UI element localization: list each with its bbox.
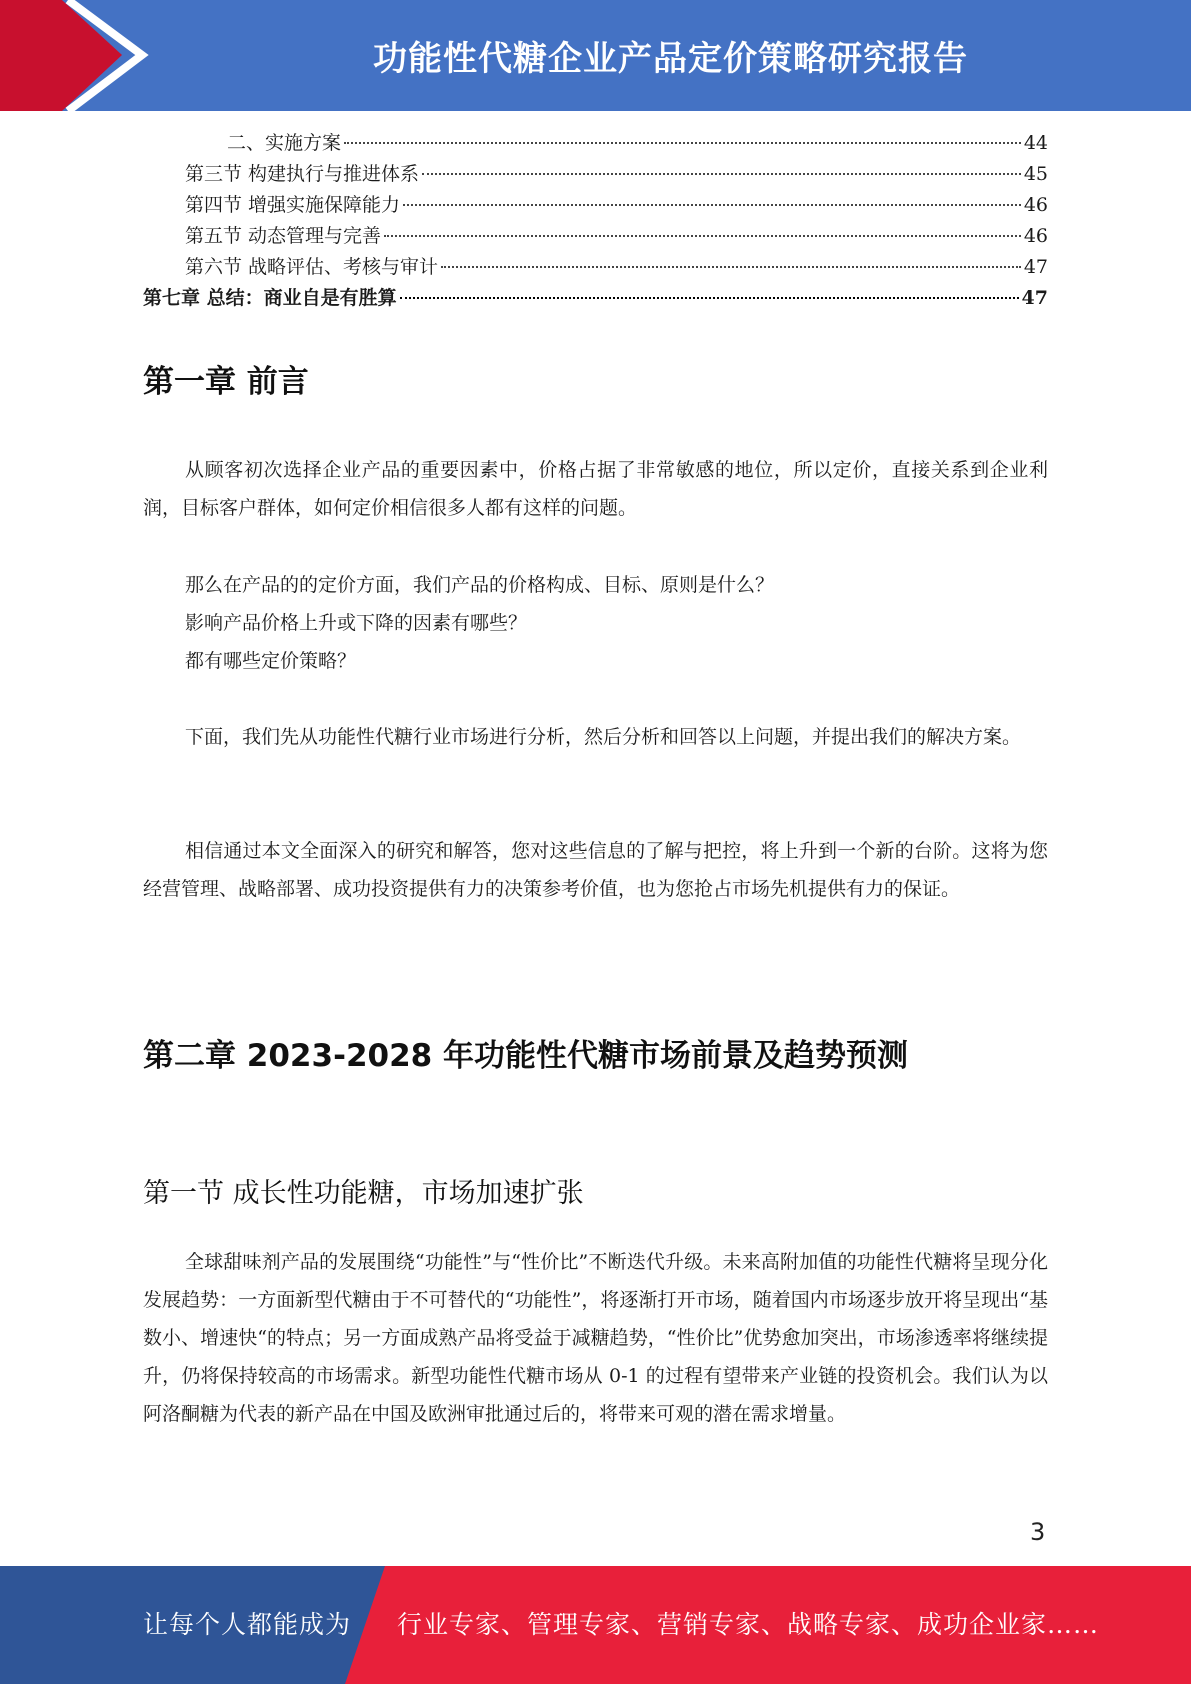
section-1-heading: 第一节 成长性功能糖，市场加速扩张	[143, 1178, 584, 1209]
toc-entry-page: 47	[1023, 256, 1048, 278]
footer-banner	[0, 1566, 1191, 1684]
chapter-1-paragraph-3: 相信通过本文全面深入的研究和解答，您对这些信息的了解与把控，将上升到一个新的台阶。这将为您经营管理、战略部署、成功投资提供有力的决策参考价值，也为您抢占市场先机提供有力的保证。	[143, 840, 1048, 900]
red-arrow-shape	[0, 0, 122, 111]
toc-leader-dots	[344, 142, 1021, 144]
footer-slogan-left: 让每个人都能成为	[143, 1610, 352, 1639]
footer-slogan-right: 行业专家、管理专家、营销专家、战略专家、成功企业家……	[397, 1610, 1100, 1639]
toc-entry-page: 47	[1021, 287, 1048, 309]
table-of-contents	[143, 128, 1048, 314]
chapter-1-paragraph-2: 下面，我们先从功能性代糖行业市场进行分析，然后分析和回答以上问题，并提出我们的解决方案。	[185, 726, 1022, 748]
toc-leader-dots	[441, 266, 1021, 268]
toc-leader-dots	[403, 204, 1021, 206]
report-title: 功能性代糖企业产品定价策略研究报告	[373, 39, 968, 79]
toc-leader-dots	[384, 235, 1021, 237]
section-1-paragraph: 全球甜味剂产品的发展围绕“功能性”与“性价比”不断迭代升级。未来高附加值的功能性代糖将呈现分化发展趋势：一方面新型代糖由于不可替代的“功能性”，将逐渐打开市场，随着国内市场逐步放开将呈现出“基数小、增速快“的特点；另一方面成熟产品将受益于减糖趋势，“性价比”优势愈加突出，市场渗透率将继续提升，仍将保持较高的市场需求。新型功能性代糖市场从 0-1 的过程有望带来产业链的投资机会。我们认为以阿洛酮糖为代表的新产品在中国及欧洲审批通过后的，将带来可观的潜在需求增量。	[143, 1251, 1048, 1425]
chapter-1-heading: 第一章 前言	[143, 364, 309, 400]
toc-entry[interactable]	[143, 283, 1048, 314]
toc-entry[interactable]	[143, 128, 1048, 159]
question-1: 那么在产品的的定价方面，我们产品的价格构成、目标、原则是什么？	[185, 574, 775, 596]
toc-entry-page: 46	[1023, 225, 1048, 247]
toc-entry-label: 第六节 战略评估、考核与审计	[185, 256, 439, 278]
toc-leader-dots	[422, 173, 1021, 175]
toc-leader-dots	[400, 297, 1019, 299]
toc-entry[interactable]	[143, 190, 1048, 221]
toc-entry-page: 46	[1023, 194, 1048, 216]
chapter-2-heading: 第二章 2023-2028 年功能性代糖市场前景及趋势预测	[143, 1038, 909, 1074]
toc-entry-label: 第七章 总结：商业自是有胜算	[143, 287, 397, 309]
question-3: 都有哪些定价策略？	[185, 650, 357, 672]
toc-entry-page: 44	[1023, 132, 1048, 154]
header-banner	[0, 0, 1191, 111]
toc-entry-page: 45	[1023, 163, 1048, 185]
toc-entry[interactable]	[143, 159, 1048, 190]
toc-entry-label: 第四节 增强实施保障能力	[185, 194, 401, 216]
toc-entry-label: 二、实施方案	[227, 132, 342, 154]
toc-entry-label: 第三节 构建执行与推进体系	[185, 163, 420, 185]
chapter-1-paragraph-1: 从顾客初次选择企业产品的重要因素中，价格占据了非常敏感的地位，所以定价，直接关系到企业利润，目标客户群体，如何定价相信很多人都有这样的问题。	[143, 459, 1048, 519]
question-2: 影响产品价格上升或下降的因素有哪些？	[185, 612, 528, 634]
toc-entry[interactable]	[143, 221, 1048, 252]
header-arrow-decoration	[0, 0, 160, 111]
toc-entry-label: 第五节 动态管理与完善	[185, 225, 382, 247]
page-number: 3	[1030, 1518, 1046, 1546]
toc-entry[interactable]	[143, 252, 1048, 283]
